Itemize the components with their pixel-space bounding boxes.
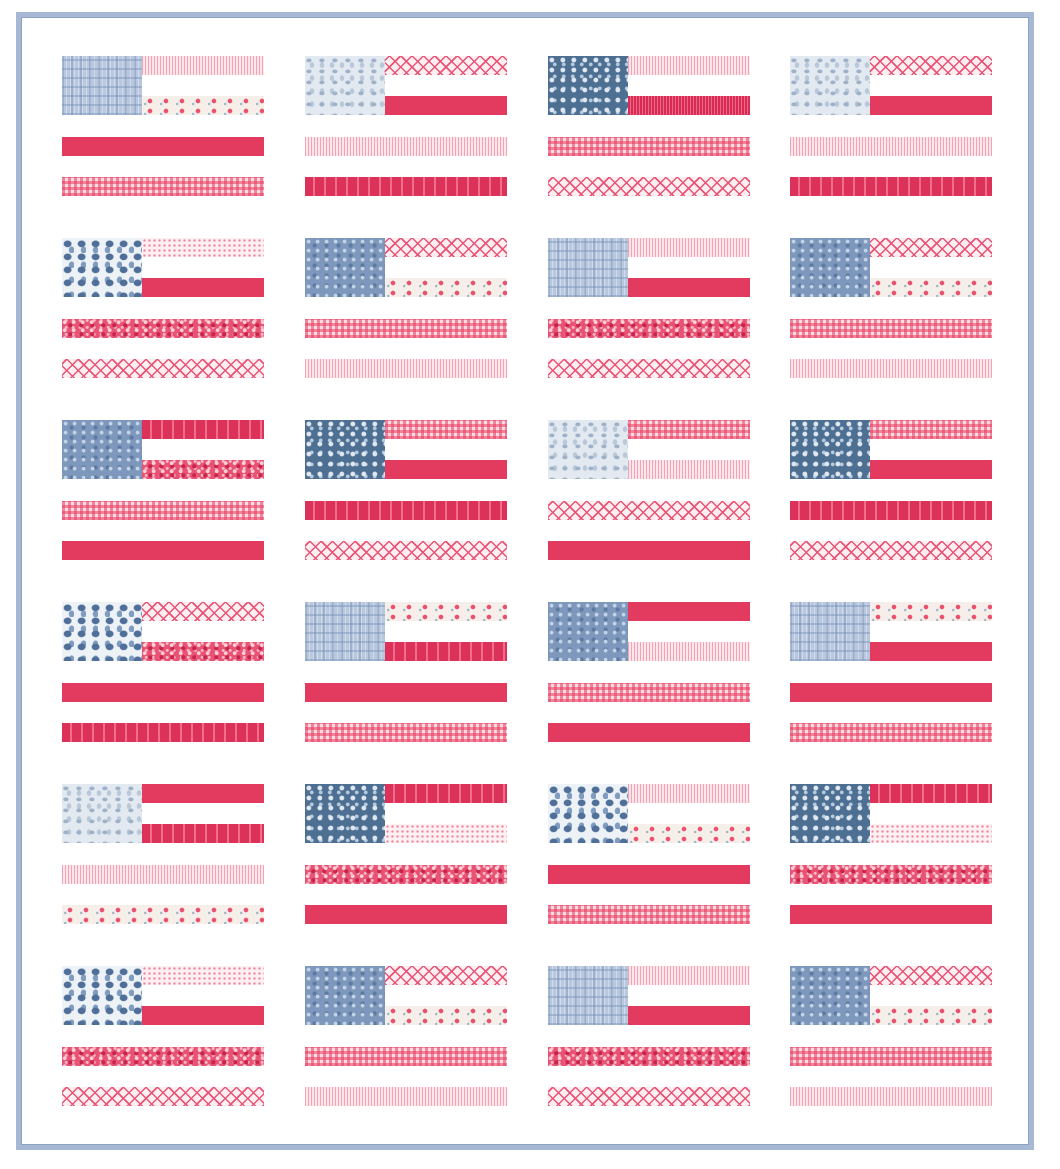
- quilt-binding: [16, 12, 1034, 1150]
- quilt: [16, 12, 1034, 1150]
